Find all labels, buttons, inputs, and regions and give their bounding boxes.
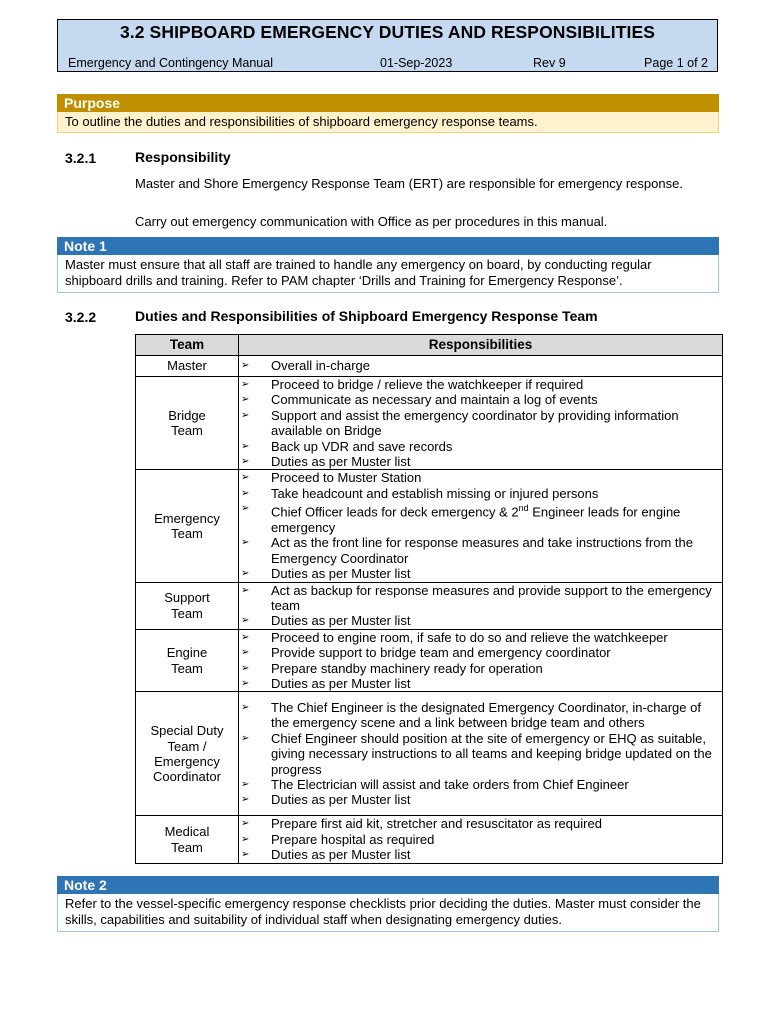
responsibilities-cell — [239, 377, 723, 470]
table-row — [136, 692, 723, 816]
responsibilities-cell — [239, 582, 723, 629]
purpose-heading: Purpose — [57, 94, 719, 112]
list-item: ➢ Duties as per Muster list — [239, 613, 722, 628]
list-item: ➢ Support and assist the emergency coordinator by providing information available on Bridge — [239, 408, 722, 439]
list-item: ➢ Back up VDR and save records — [239, 439, 722, 454]
list-item: ➢ Overall in-charge — [239, 358, 722, 373]
table-row — [136, 816, 723, 863]
team-cell — [136, 582, 239, 629]
revision-number: Rev 9 — [533, 56, 566, 70]
column-header-responsibilities: Responsibilities — [239, 335, 723, 356]
table-row — [136, 629, 723, 692]
team-cell: Master — [136, 356, 239, 377]
list-item: ➢ Prepare standby machinery ready for operation — [239, 661, 722, 676]
duties-table — [135, 334, 723, 864]
section-title-duties: Duties and Responsibilities of Shipboard Emergency Response Team — [135, 308, 598, 324]
list-item: ➢ Prepare hospital as required — [239, 832, 722, 847]
page-number: Page 1 of 2 — [644, 56, 708, 70]
team-cell — [136, 816, 239, 863]
table-row — [136, 356, 723, 377]
responsibility-paragraph-1: Master and Shore Emergency Response Team (ERT) are responsible for emergency response. — [135, 176, 683, 191]
ordinal-suffix: nd — [518, 503, 529, 514]
list-item: ➢ Act as the front line for response measures and take instructions from the Emergency Coordinator — [239, 535, 722, 566]
list-item: ➢ Take headcount and establish missing or injured persons — [239, 486, 722, 501]
document-header — [57, 19, 718, 72]
section-number-3-2-1: 3.2.1 — [65, 150, 97, 166]
list-item: ➢ Chief Engineer should position at the site of emergency or EHQ as suitable, giving necessary instructions to all teams and keeping bridge updated on the progress — [239, 731, 722, 777]
responsibility-paragraph-2: Carry out emergency communication with Office as per procedures in this manual. — [135, 214, 608, 229]
list-item: ➢ Duties as per Muster list — [239, 792, 722, 807]
list-item: ➢ Proceed to Muster Station — [239, 470, 722, 485]
team-label: Medical Team — [164, 824, 210, 855]
list-item: ➢ Communicate as necessary and maintain a log of events — [239, 392, 722, 407]
table-row — [136, 377, 723, 470]
list-item: ➢ The Electrician will assist and take orders from Chief Engineer — [239, 777, 722, 792]
note-2-text: Refer to the vessel-specific emergency response checklists prior deciding the duties. Master must consider the skills, capabilities and suitability of individual staff when designating emergency duties. — [57, 894, 719, 932]
responsibilities-cell — [239, 692, 723, 816]
section-number-3-2-2: 3.2.2 — [65, 309, 97, 325]
list-item: ➢ Proceed to engine room, if safe to do so and relieve the watchkeeper — [239, 630, 722, 645]
list-item: ➢ Duties as per Muster list — [239, 847, 722, 862]
team-cell — [136, 377, 239, 470]
team-label: Special Duty Team / Emergency Coordinator — [150, 723, 224, 785]
team-label: Support Team — [164, 590, 210, 621]
team-label: Engine Team — [166, 645, 208, 676]
team-label: Bridge Team — [168, 407, 206, 439]
section-title-responsibility: Responsibility — [135, 149, 231, 165]
responsibilities-cell — [239, 470, 723, 582]
list-item: ➢ The Chief Engineer is the designated Emergency Coordinator, in-charge of the emergency scene and a link between bridge team and others — [239, 700, 722, 731]
table-row — [136, 470, 723, 582]
column-header-team: Team — [136, 335, 239, 356]
responsibilities-cell — [239, 356, 723, 377]
list-item: ➢ Proceed to bridge / relieve the watchkeeper if required — [239, 377, 722, 392]
list-item: ➢ Prepare first aid kit, stretcher and resuscitator as required — [239, 816, 722, 831]
list-item: ➢ Duties as per Muster list — [239, 676, 722, 691]
team-label: Emergency Team — [154, 510, 220, 542]
list-item: ➢ Provide support to bridge team and emergency coordinator — [239, 645, 722, 660]
note-2-heading: Note 2 — [57, 876, 719, 894]
list-item: ➢ Act as backup for response measures and provide support to the emergency team — [239, 583, 722, 614]
team-cell — [136, 692, 239, 816]
responsibilities-cell — [239, 816, 723, 863]
note-1-text: Master must ensure that all staff are trained to handle any emergency on board, by conducting regular shipboard drills and training. Refer to PAM chapter ‘Drills and Training for Emergency Response’. — [57, 255, 719, 293]
table-header-row — [136, 335, 723, 356]
responsibilities-cell — [239, 629, 723, 692]
purpose-text: To outline the duties and responsibilities of shipboard emergency response teams. — [57, 112, 719, 133]
manual-name: Emergency and Contingency Manual — [68, 56, 273, 70]
note-1-heading: Note 1 — [57, 237, 719, 255]
list-item: ➢ Duties as per Muster list — [239, 566, 722, 581]
document-title: 3.2 SHIPBOARD EMERGENCY DUTIES AND RESPONSIBILITIES — [119, 22, 656, 42]
list-item: ➢ Chief Officer leads for deck emergency & 2nd Engineer leads for engine emergency — [239, 501, 722, 535]
list-item: ➢ Duties as per Muster list — [239, 454, 722, 469]
document-date: 01-Sep-2023 — [380, 56, 453, 70]
team-cell — [136, 629, 239, 692]
table-row — [136, 582, 723, 629]
team-cell — [136, 470, 239, 582]
